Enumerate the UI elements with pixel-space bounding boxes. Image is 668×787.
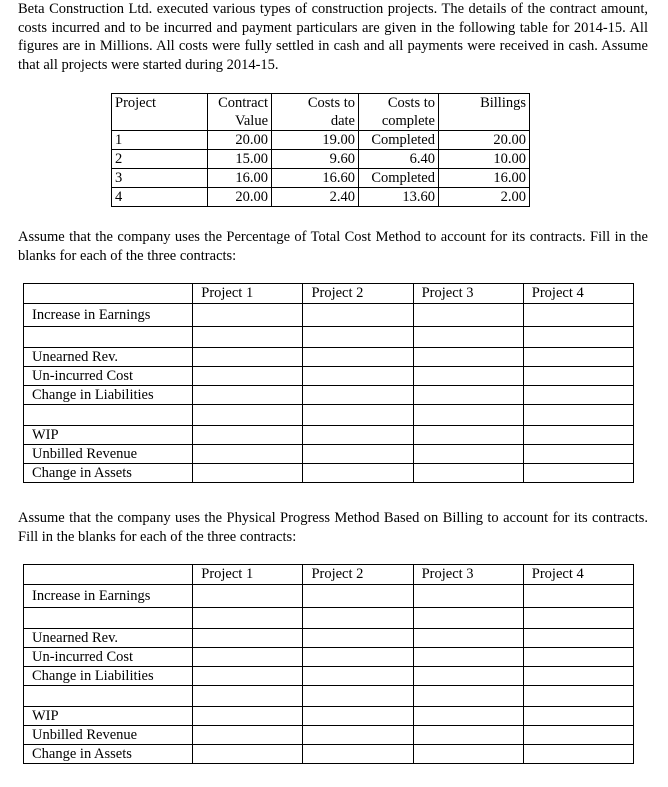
answer-cell[interactable] bbox=[303, 629, 413, 648]
label-blank bbox=[24, 405, 193, 426]
header-project-3: Project 3 bbox=[413, 284, 523, 304]
label-increase-in-earnings: Increase in Earnings bbox=[24, 585, 193, 608]
label-unearned-rev: Unearned Rev. bbox=[24, 629, 193, 648]
answer-cell[interactable] bbox=[523, 667, 633, 686]
header-project-2: Project 2 bbox=[303, 284, 413, 304]
header-project-4: Project 4 bbox=[523, 284, 633, 304]
answer-cell[interactable] bbox=[413, 686, 523, 707]
label-change-in-liabilities: Change in Liabilities bbox=[24, 386, 193, 405]
label-change-in-assets: Change in Assets bbox=[24, 745, 193, 764]
answer-cell[interactable] bbox=[413, 707, 523, 726]
answer-cell[interactable] bbox=[523, 608, 633, 629]
cell-costs-date: 16.60 bbox=[272, 169, 359, 188]
answer-cell[interactable] bbox=[523, 707, 633, 726]
answer-cell[interactable] bbox=[303, 745, 413, 764]
answer-cell[interactable] bbox=[303, 648, 413, 667]
answer-cell[interactable] bbox=[193, 464, 303, 483]
answer-cell[interactable] bbox=[413, 304, 523, 327]
cell-contract: 20.00 bbox=[208, 131, 272, 150]
answer-cell[interactable] bbox=[303, 585, 413, 608]
answer-cell[interactable] bbox=[413, 464, 523, 483]
cell-project: 2 bbox=[112, 150, 208, 169]
answer-cell[interactable] bbox=[523, 585, 633, 608]
table-row bbox=[112, 188, 530, 207]
intro-paragraph: Beta Construction Ltd. executed various types of construction projects. The details of the contract amount, costs incurred and to be incurred and payment particulars are given in the following table for 2014-15. All figures are in Millions. All costs were fully settled in cash and all payments were received in cash. Assume that all projects were started during 2014-15. bbox=[18, 1, 648, 73]
answer-cell[interactable] bbox=[523, 348, 633, 367]
answer-cell[interactable] bbox=[523, 386, 633, 405]
cell-billings: 16.00 bbox=[439, 169, 530, 188]
project-details-table bbox=[111, 93, 530, 207]
cell-contract: 16.00 bbox=[208, 169, 272, 188]
table-row bbox=[112, 150, 530, 169]
header-costs-complete-line1: Costs to bbox=[387, 95, 435, 111]
answer-cell[interactable] bbox=[413, 585, 523, 608]
answer-cell[interactable] bbox=[193, 745, 303, 764]
answer-cell[interactable] bbox=[303, 608, 413, 629]
answer-cell[interactable] bbox=[193, 304, 303, 327]
answer-cell[interactable] bbox=[193, 667, 303, 686]
label-unbilled-revenue: Unbilled Revenue bbox=[24, 445, 193, 464]
header-blank bbox=[24, 565, 193, 585]
answer-cell[interactable] bbox=[193, 726, 303, 745]
answer-cell[interactable] bbox=[303, 686, 413, 707]
worksheet-row bbox=[24, 707, 634, 726]
cell-project: 1 bbox=[112, 131, 208, 150]
table-header-row bbox=[112, 94, 530, 131]
answer-cell[interactable] bbox=[523, 304, 633, 327]
answer-cell[interactable] bbox=[303, 386, 413, 405]
cell-costs-complete: 13.60 bbox=[359, 188, 439, 207]
worksheet-row bbox=[24, 745, 634, 764]
answer-cell[interactable] bbox=[413, 348, 523, 367]
worksheet-header-row bbox=[24, 565, 634, 585]
answer-cell[interactable] bbox=[523, 327, 633, 348]
cell-contract: 20.00 bbox=[208, 188, 272, 207]
cell-project: 4 bbox=[112, 188, 208, 207]
header-contract-line2: Value bbox=[234, 113, 268, 129]
answer-cell[interactable] bbox=[303, 367, 413, 386]
answer-cell[interactable] bbox=[193, 629, 303, 648]
worksheet-row bbox=[24, 464, 634, 483]
answer-cell[interactable] bbox=[523, 426, 633, 445]
answer-cell[interactable] bbox=[413, 367, 523, 386]
answer-cell[interactable] bbox=[523, 726, 633, 745]
answer-cell[interactable] bbox=[193, 585, 303, 608]
cell-costs-date: 9.60 bbox=[272, 150, 359, 169]
label-unearned-rev: Unearned Rev. bbox=[24, 348, 193, 367]
cell-project: 3 bbox=[112, 169, 208, 188]
answer-cell[interactable] bbox=[413, 745, 523, 764]
answer-cell[interactable] bbox=[413, 445, 523, 464]
header-project: Project bbox=[112, 94, 208, 131]
header-costs-to-date bbox=[272, 94, 359, 131]
worksheet-row bbox=[24, 386, 634, 405]
cell-billings: 10.00 bbox=[439, 150, 530, 169]
answer-cell[interactable] bbox=[523, 648, 633, 667]
answer-cell[interactable] bbox=[193, 608, 303, 629]
answer-cell[interactable] bbox=[303, 348, 413, 367]
worksheet-physical-progress bbox=[23, 564, 634, 764]
section2-instruction: Assume that the company uses the Physical Progress Method Based on Billing to account for its contracts. Fill in the blanks for each of the three contracts: bbox=[18, 510, 648, 545]
worksheet-row bbox=[24, 686, 634, 707]
worksheet-row bbox=[24, 327, 634, 348]
worksheet-row bbox=[24, 648, 634, 667]
cell-costs-date: 2.40 bbox=[272, 188, 359, 207]
header-project-3: Project 3 bbox=[413, 565, 523, 585]
worksheet-row bbox=[24, 445, 634, 464]
label-wip: WIP bbox=[24, 707, 193, 726]
worksheet-row bbox=[24, 304, 634, 327]
answer-cell[interactable] bbox=[193, 445, 303, 464]
header-contract-value bbox=[208, 94, 272, 131]
worksheet-row bbox=[24, 667, 634, 686]
table-row bbox=[112, 131, 530, 150]
worksheet-row bbox=[24, 426, 634, 445]
label-blank bbox=[24, 327, 193, 348]
answer-cell[interactable] bbox=[523, 629, 633, 648]
answer-cell[interactable] bbox=[413, 726, 523, 745]
answer-cell[interactable] bbox=[303, 327, 413, 348]
answer-cell[interactable] bbox=[413, 327, 523, 348]
worksheet-row bbox=[24, 726, 634, 745]
answer-cell[interactable] bbox=[523, 686, 633, 707]
header-project-4: Project 4 bbox=[523, 565, 633, 585]
label-blank bbox=[24, 608, 193, 629]
label-blank bbox=[24, 686, 193, 707]
worksheet-row bbox=[24, 405, 634, 426]
label-increase-in-earnings: Increase in Earnings bbox=[24, 304, 193, 327]
answer-cell[interactable] bbox=[193, 386, 303, 405]
worksheet-row bbox=[24, 367, 634, 386]
cell-billings: 2.00 bbox=[439, 188, 530, 207]
header-costs-to-complete bbox=[359, 94, 439, 131]
answer-cell[interactable] bbox=[193, 367, 303, 386]
answer-cell[interactable] bbox=[413, 426, 523, 445]
answer-cell[interactable] bbox=[193, 348, 303, 367]
worksheet-row bbox=[24, 629, 634, 648]
answer-cell[interactable] bbox=[413, 648, 523, 667]
answer-cell[interactable] bbox=[303, 304, 413, 327]
answer-cell[interactable] bbox=[303, 445, 413, 464]
label-change-in-assets: Change in Assets bbox=[24, 464, 193, 483]
answer-cell[interactable] bbox=[413, 667, 523, 686]
answer-cell[interactable] bbox=[523, 405, 633, 426]
cell-contract: 15.00 bbox=[208, 150, 272, 169]
worksheet-percentage-cost bbox=[23, 283, 634, 483]
label-unbilled-revenue: Unbilled Revenue bbox=[24, 726, 193, 745]
cell-costs-complete: Completed bbox=[359, 131, 439, 150]
answer-cell[interactable] bbox=[193, 648, 303, 667]
answer-cell[interactable] bbox=[303, 464, 413, 483]
answer-cell[interactable] bbox=[303, 667, 413, 686]
answer-cell[interactable] bbox=[413, 386, 523, 405]
header-project-2: Project 2 bbox=[303, 565, 413, 585]
cell-costs-complete: 6.40 bbox=[359, 150, 439, 169]
answer-cell[interactable] bbox=[193, 327, 303, 348]
header-contract-line1: Contract bbox=[218, 95, 268, 111]
header-costs-date-line1: Costs to bbox=[307, 95, 355, 111]
answer-cell[interactable] bbox=[193, 405, 303, 426]
answer-cell[interactable] bbox=[193, 426, 303, 445]
worksheet-header-row bbox=[24, 284, 634, 304]
label-unincurred-cost: Un-incurred Cost bbox=[24, 648, 193, 667]
answer-cell[interactable] bbox=[413, 405, 523, 426]
header-costs-date-line2: date bbox=[330, 113, 355, 129]
cell-costs-date: 19.00 bbox=[272, 131, 359, 150]
section1-instruction: Assume that the company uses the Percentage of Total Cost Method to account for its contracts. Fill in the blanks for each of the three contracts: bbox=[18, 229, 648, 264]
answer-cell[interactable] bbox=[303, 726, 413, 745]
answer-cell[interactable] bbox=[193, 686, 303, 707]
cell-costs-complete: Completed bbox=[359, 169, 439, 188]
worksheet-row bbox=[24, 348, 634, 367]
header-project-1: Project 1 bbox=[193, 565, 303, 585]
answer-cell[interactable] bbox=[523, 367, 633, 386]
answer-cell[interactable] bbox=[523, 464, 633, 483]
label-unincurred-cost: Un-incurred Cost bbox=[24, 367, 193, 386]
label-change-in-liabilities: Change in Liabilities bbox=[24, 667, 193, 686]
header-blank bbox=[24, 284, 193, 304]
answer-cell[interactable] bbox=[303, 426, 413, 445]
header-billings: Billings bbox=[439, 94, 530, 131]
worksheet-row bbox=[24, 608, 634, 629]
answer-cell[interactable] bbox=[193, 707, 303, 726]
answer-cell[interactable] bbox=[523, 445, 633, 464]
table-row bbox=[112, 169, 530, 188]
answer-cell[interactable] bbox=[523, 745, 633, 764]
header-costs-complete-line2: complete bbox=[381, 113, 435, 129]
answer-cell[interactable] bbox=[413, 629, 523, 648]
answer-cell[interactable] bbox=[303, 707, 413, 726]
worksheet-row bbox=[24, 585, 634, 608]
answer-cell[interactable] bbox=[303, 405, 413, 426]
cell-billings: 20.00 bbox=[439, 131, 530, 150]
label-wip: WIP bbox=[24, 426, 193, 445]
answer-cell[interactable] bbox=[413, 608, 523, 629]
header-project-1: Project 1 bbox=[193, 284, 303, 304]
